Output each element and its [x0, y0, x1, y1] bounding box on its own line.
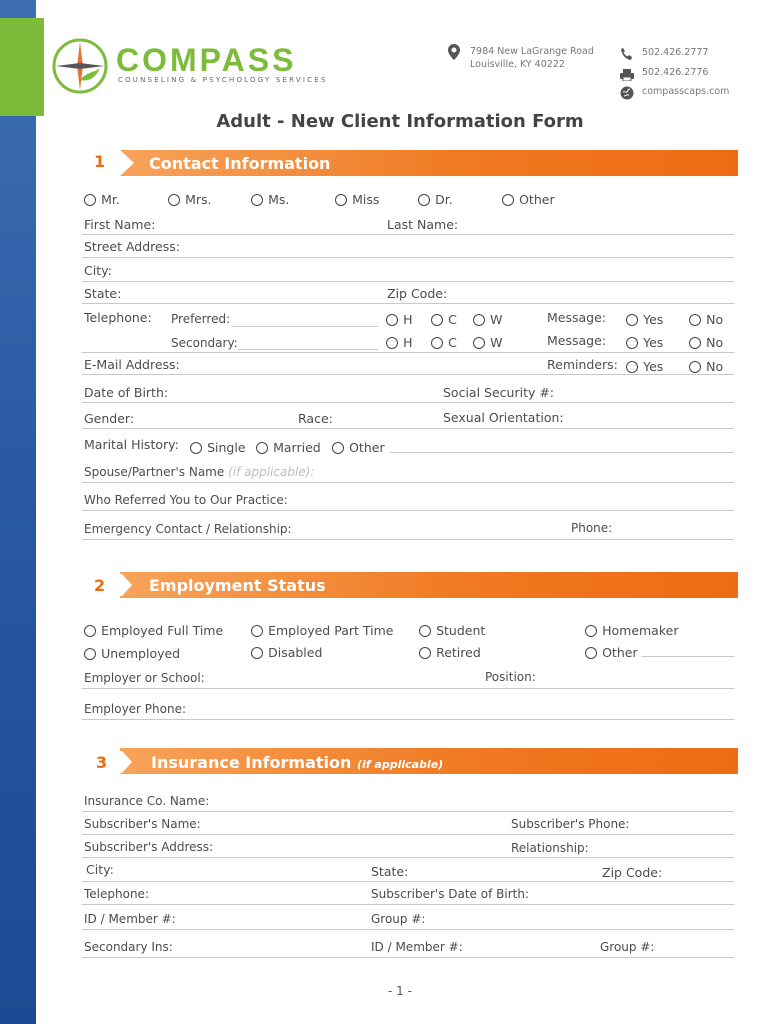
subscriber-dob-label: Subscriber's Date of Birth:	[371, 887, 529, 901]
emergency-label: Emergency Contact / Relationship:	[84, 522, 292, 536]
preferred-label: Preferred:	[171, 312, 231, 326]
option-label: H	[403, 312, 413, 327]
marital-other-line[interactable]	[390, 452, 734, 453]
secondary-h-option[interactable]	[386, 332, 413, 351]
address-line-1: 7984 New LaGrange Road	[470, 46, 594, 57]
globe-icon	[620, 85, 634, 104]
emergency-phone-label: Phone:	[571, 521, 613, 535]
radio-icon[interactable]	[332, 442, 344, 454]
compass-logo-icon	[50, 36, 110, 96]
address-line-2: Louisville, KY 40222	[470, 59, 565, 70]
insurance-city-label: City:	[86, 862, 114, 877]
salutation-label: Ms.	[268, 192, 290, 207]
employment-retired[interactable]	[419, 642, 481, 661]
employer-phone-line[interactable]	[82, 719, 734, 720]
message-label: Message:	[547, 310, 606, 325]
salutation-label: Dr.	[435, 192, 453, 207]
fax-number: 502.426.2776	[642, 67, 709, 78]
option-label: C	[448, 335, 457, 350]
radio-icon[interactable]	[84, 648, 96, 660]
reminders-yes-option[interactable]	[626, 356, 663, 375]
section-3-note: (if applicable)	[357, 758, 444, 771]
message2-yes-option[interactable]	[626, 332, 663, 351]
section-1-tab	[82, 152, 132, 174]
telephone-label: Telephone:	[84, 310, 152, 325]
option-label: Yes	[643, 335, 664, 350]
secondary-label: Secondary:	[171, 336, 238, 350]
left-decorative-bar	[0, 0, 36, 1024]
radio-icon[interactable]	[473, 314, 485, 326]
radio-icon[interactable]	[689, 361, 701, 373]
insurance-zip-label: Zip Code:	[602, 865, 663, 880]
section-2-title: Employment Status	[149, 576, 326, 595]
secondary-w-option[interactable]	[473, 332, 502, 351]
insurance-telephone-line[interactable]	[82, 904, 734, 905]
radio-icon[interactable]	[84, 194, 96, 206]
salutation-other[interactable]	[502, 189, 555, 208]
radio-icon[interactable]	[386, 337, 398, 349]
referred-line[interactable]	[82, 510, 734, 511]
radio-icon[interactable]	[626, 314, 638, 326]
section-1-title: Contact Information	[149, 154, 331, 173]
green-accent-bar	[0, 18, 44, 116]
secondary-ins-line[interactable]	[82, 957, 734, 958]
option-label: Other	[349, 440, 385, 455]
section-1-number: 1	[94, 152, 106, 171]
race-label: Race:	[298, 411, 333, 426]
insurance-city-line[interactable]	[82, 881, 734, 882]
subscriber-address-line[interactable]	[82, 857, 734, 858]
employment-student[interactable]	[419, 620, 485, 639]
radio-icon[interactable]	[418, 194, 430, 206]
option-label: Employed Part Time	[268, 623, 394, 638]
member-id-label: ID / Member #:	[84, 912, 176, 926]
subscriber-name-line[interactable]	[82, 834, 734, 835]
radio-icon[interactable]	[84, 625, 96, 637]
fax-icon	[620, 66, 634, 85]
salutation-dr[interactable]	[418, 189, 453, 208]
section-3-number: 3	[96, 753, 108, 772]
radio-icon[interactable]	[626, 337, 638, 349]
relationship-label: Relationship:	[511, 841, 589, 855]
radio-icon[interactable]	[689, 314, 701, 326]
reminders-no-option[interactable]	[689, 356, 723, 375]
message-label-2: Message:	[547, 333, 606, 348]
option-label: Married	[273, 440, 321, 455]
section-2-tab	[82, 574, 132, 596]
insurance-company-line[interactable]	[82, 811, 734, 812]
option-label: Student	[436, 623, 486, 638]
employer-label: Employer or School:	[84, 671, 205, 685]
street-address-line[interactable]	[82, 257, 734, 258]
gender-label: Gender:	[84, 411, 135, 426]
ssn-label: Social Security #:	[443, 385, 555, 400]
employment-homemaker[interactable]	[585, 620, 678, 639]
radio-icon[interactable]	[251, 625, 263, 637]
position-label: Position:	[485, 670, 536, 684]
spouse-note: (if applicable):	[228, 465, 315, 479]
message-no-option[interactable]	[689, 309, 723, 328]
first-name-label: First Name:	[84, 217, 156, 232]
option-label: Employed Full Time	[101, 623, 224, 638]
radio-icon[interactable]	[585, 625, 597, 637]
radio-icon[interactable]	[689, 337, 701, 349]
brand-name: COMPASS	[116, 42, 297, 78]
marital-single-option[interactable]	[190, 437, 246, 456]
salutation-mrs[interactable]	[168, 189, 212, 208]
section-2-number: 2	[94, 576, 106, 595]
radio-icon[interactable]	[431, 314, 443, 326]
subscriber-address-label: Subscriber's Address:	[84, 840, 214, 854]
emergency-line[interactable]	[82, 539, 734, 540]
radio-icon[interactable]	[386, 314, 398, 326]
employment-other[interactable]	[585, 642, 638, 661]
marital-label: Marital History:	[84, 437, 179, 452]
option-label: Disabled	[268, 645, 323, 660]
secondary-phone-line[interactable]	[238, 349, 378, 350]
radio-icon[interactable]	[256, 442, 268, 454]
radio-icon[interactable]	[419, 625, 431, 637]
spouse-line[interactable]	[82, 482, 734, 483]
option-label: Single	[207, 440, 246, 455]
preferred-phone-line[interactable]	[232, 326, 378, 327]
option-label: Yes	[643, 312, 664, 327]
secondary-c-option[interactable]	[431, 332, 457, 351]
salutation-label: Miss	[352, 192, 380, 207]
secondary-group-label: Group #:	[600, 940, 655, 954]
form-title: Adult - New Client Information Form	[216, 111, 584, 132]
option-label: W	[490, 312, 503, 327]
salutation-label: Other	[519, 192, 555, 207]
radio-icon[interactable]	[473, 337, 485, 349]
phone-number: 502.426.2777	[642, 47, 709, 58]
preferred-h-option[interactable]	[386, 309, 413, 328]
spouse-label-text: Spouse/Partner's Name	[84, 465, 225, 479]
option-label: Yes	[643, 359, 664, 374]
option-label: Other	[602, 645, 638, 660]
option-label: Retired	[436, 645, 481, 660]
last-name-label: Last Name:	[387, 217, 459, 232]
page-number: - 1 -	[388, 984, 412, 998]
option-label: C	[448, 312, 457, 327]
brand-tagline: COUNSELING & PSYCHOLOGY SERVICES	[118, 76, 328, 84]
option-label: Homemaker	[602, 623, 679, 638]
option-label: No	[706, 359, 724, 374]
preferred-c-option[interactable]	[431, 309, 457, 328]
option-label: No	[706, 312, 724, 327]
radio-icon[interactable]	[168, 194, 180, 206]
gender-race-line[interactable]	[82, 428, 734, 429]
radio-icon[interactable]	[251, 647, 263, 659]
insurance-state-label: State:	[371, 864, 409, 879]
employment-full-time[interactable]	[84, 620, 223, 639]
zip-code-label: Zip Code:	[387, 286, 448, 301]
option-label: No	[706, 335, 724, 350]
radio-icon[interactable]	[251, 194, 263, 206]
email-line[interactable]	[82, 374, 734, 375]
insurance-company-label: Insurance Co. Name:	[84, 794, 210, 808]
member-id-line[interactable]	[82, 929, 734, 930]
insurance-telephone-label: Telephone:	[84, 887, 149, 901]
salutation-label: Mr.	[101, 192, 120, 207]
first-last-name-line[interactable]	[82, 234, 734, 235]
radio-icon[interactable]	[190, 442, 202, 454]
city-line[interactable]	[82, 281, 734, 282]
radio-icon[interactable]	[335, 194, 347, 206]
radio-icon[interactable]	[431, 337, 443, 349]
referred-label: Who Referred You to Our Practice:	[84, 493, 288, 507]
subscriber-name-label: Subscriber's Name:	[84, 817, 201, 831]
employer-phone-label: Employer Phone:	[84, 702, 187, 716]
salutation-miss[interactable]	[335, 189, 379, 208]
dob-label: Date of Birth:	[84, 385, 169, 400]
spouse-label	[84, 465, 314, 479]
salutation-mr[interactable]	[84, 189, 120, 208]
preferred-w-option[interactable]	[473, 309, 502, 328]
marital-other-option[interactable]	[332, 437, 385, 456]
employment-unemployed[interactable]	[84, 643, 180, 662]
employment-other-line[interactable]	[642, 656, 734, 657]
reminders-label: Reminders:	[547, 357, 618, 372]
subscriber-phone-label: Subscriber's Phone:	[511, 817, 630, 831]
radio-icon[interactable]	[502, 194, 514, 206]
message-yes-option[interactable]	[626, 309, 663, 328]
employment-part-time[interactable]	[251, 620, 393, 639]
website[interactable]: compasscaps.com	[642, 86, 730, 97]
street-address-label: Street Address:	[84, 239, 180, 254]
section-3-title	[151, 753, 443, 772]
city-label: City:	[84, 263, 112, 278]
state-label: State:	[84, 286, 122, 301]
email-label: E-Mail Address:	[84, 357, 180, 372]
employment-disabled[interactable]	[251, 642, 322, 661]
option-label: Unemployed	[101, 646, 181, 661]
message2-no-option[interactable]	[689, 332, 723, 351]
section-3-title-text: Insurance Information	[151, 753, 352, 772]
phone-icon	[620, 46, 634, 65]
dob-ssn-line[interactable]	[82, 402, 734, 403]
option-label: W	[490, 335, 503, 350]
orientation-label: Sexual Orientation:	[443, 410, 564, 425]
employer-line[interactable]	[82, 688, 734, 689]
group-label: Group #:	[371, 912, 426, 926]
secondary-member-id-label: ID / Member #:	[371, 940, 463, 954]
salutation-ms[interactable]	[251, 189, 289, 208]
radio-icon[interactable]	[585, 647, 597, 659]
location-pin-icon	[448, 44, 460, 64]
salutation-label: Mrs.	[185, 192, 212, 207]
radio-icon[interactable]	[419, 647, 431, 659]
state-zip-line[interactable]	[82, 303, 734, 304]
option-label: H	[403, 335, 413, 350]
radio-icon[interactable]	[626, 361, 638, 373]
telephone-line	[82, 352, 734, 353]
marital-married-option[interactable]	[256, 437, 321, 456]
secondary-ins-label: Secondary Ins:	[84, 940, 173, 954]
